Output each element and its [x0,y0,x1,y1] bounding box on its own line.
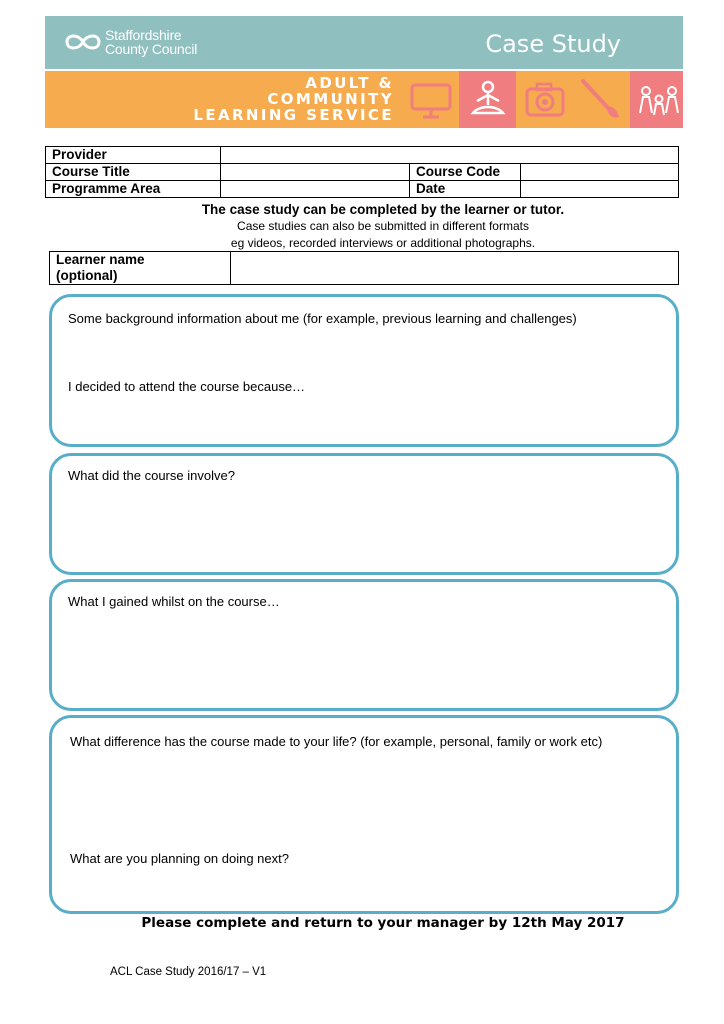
camera-icon [524,79,566,121]
course-title-field[interactable] [221,164,410,181]
decided-question: I decided to attend the course because… [68,379,306,394]
course-code-field[interactable] [521,164,679,181]
council-name-line1: Staffordshire [105,27,182,43]
computer-tile [402,71,459,128]
course-title-label: Course Title [46,164,221,181]
service-line2: COMMUNITY [267,90,394,108]
council-logo [63,28,233,58]
learner-name-table [49,251,679,285]
staffordshire-knot-icon [63,30,103,54]
instructions-line1: The case study can be completed by the learner or tutor. [201,202,565,217]
course-info-table [45,146,679,198]
planning-question: What are you planning on doing next? [70,851,289,866]
provider-row [46,147,679,164]
document-title: Case Study [485,30,621,58]
background-question: Some background information about me (for example, previous learning and challenges) [68,311,577,326]
course-involve-box[interactable] [49,453,679,575]
learner-name-label-line2: (optional) [56,268,118,283]
service-line3: LEARNING SERVICE [193,106,394,124]
difference-box[interactable] [49,715,679,914]
service-line1: ADULT & [305,74,394,92]
document-reference: ACL Case Study 2016/17 – V1 [110,966,267,978]
instructions-line2: Case studies can also be submitted in different formats [237,219,529,233]
camera-tile [516,71,573,128]
learner-name-field[interactable] [231,252,679,285]
learner-name-label-line1: Learner name [56,252,145,267]
service-banner [45,71,683,128]
involve-question: What did the course involve? [68,468,235,483]
course-code-label: Course Code [410,164,521,181]
header-banner [45,16,683,69]
gained-box[interactable] [49,579,679,711]
meditation-tile [459,71,516,128]
learner-name-label [50,252,231,285]
provider-label: Provider [46,147,221,164]
meditation-icon [467,79,509,121]
background-box[interactable] [49,294,679,447]
programme-area-row [46,181,679,198]
date-field[interactable] [521,181,679,198]
paintbrush-tile [573,71,630,128]
service-name-block [45,71,402,128]
council-name-line2: County Council [105,41,198,57]
instructions [45,201,721,252]
date-label: Date [410,181,521,198]
return-instruction: Please complete and return to your manager by 12th May 2017 [141,915,625,931]
programme-area-field[interactable] [221,181,410,198]
provider-field[interactable] [221,147,679,164]
instructions-line3: eg videos, recorded interviews or additional photographs. [230,236,536,250]
programme-area-label: Programme Area [46,181,221,198]
course-title-row [46,164,679,181]
difference-question: What difference has the course made to your life? (for example, personal, family or work etc) [70,734,603,749]
gained-question: What I gained whilst on the course… [68,594,280,609]
family-tile [630,71,683,128]
family-icon [638,79,680,121]
computer-icon [410,79,452,121]
paintbrush-icon [581,79,623,121]
